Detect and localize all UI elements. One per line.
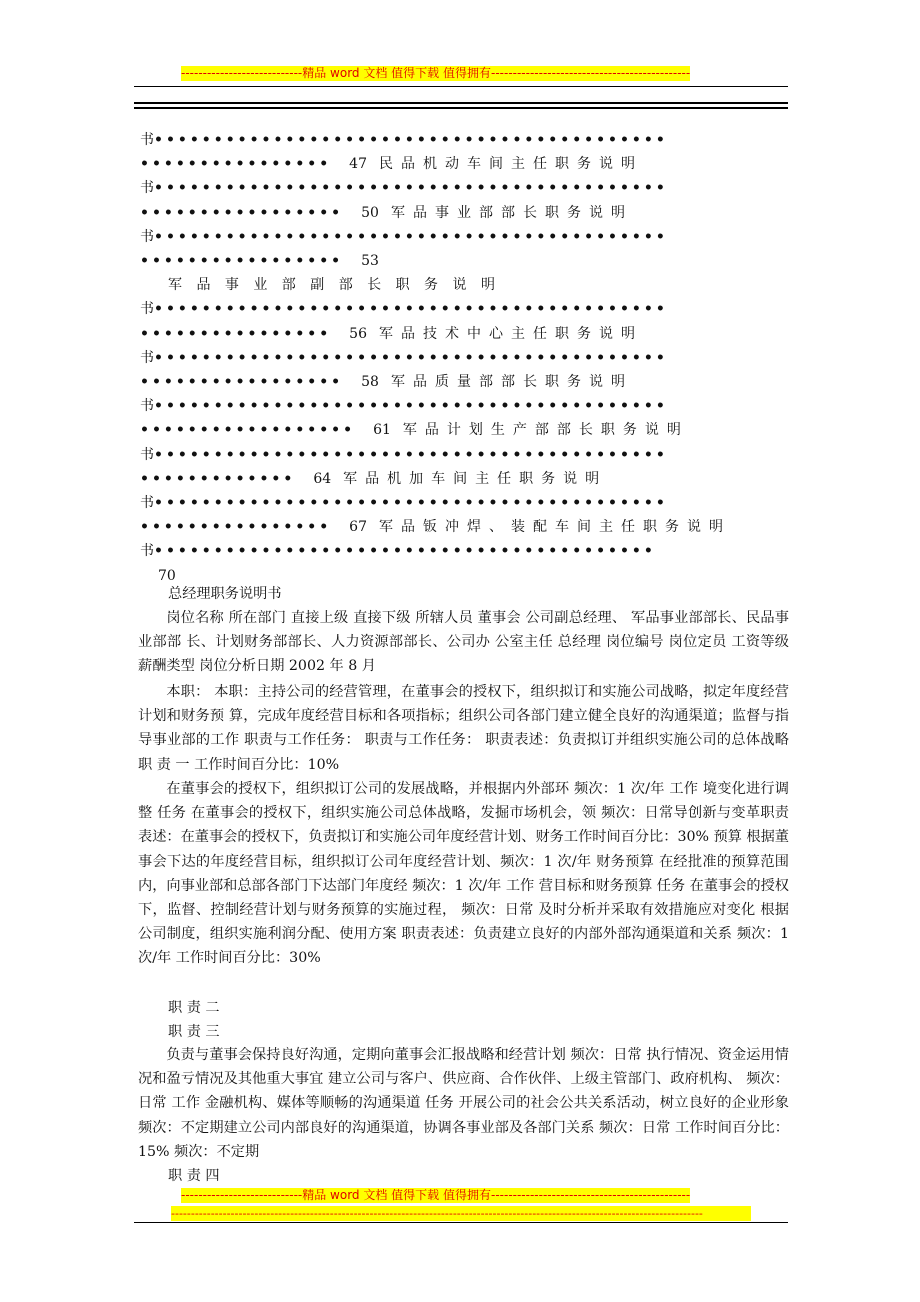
toc-row — [140, 273, 786, 297]
footer-banner-dashes: -------------------------------------------------------------------------------------------------------------------------------------- — [171, 1206, 751, 1221]
toc-row — [140, 394, 786, 418]
toc-page-number: 47 — [349, 156, 367, 173]
header-banner: ----------------------------精品 word 文档 值得下载 值得拥有---------------------------------------------- — [181, 66, 691, 80]
toc-leader-dots: ••••••••••••••••• — [140, 204, 344, 221]
paragraph-duty-one-tasks: 在董事会的授权下，组织拟订公司的发展战略，并根据内外部环 频次：1 次/年 工作 境变化进行调整 任务 在董事会的授权下，组织实施公司总体战略，发掘市场机会，领 频次：日常导创新与变革职责表述：在董事会的授权下，负责拟订和实施公司年度经营计划、财务工作时间百分比：30% 预算 根据董事会下达的年度经营目标，组织拟订公司年度经营计划、频次：1 次/年 财务预算 在经批准的预算范围内，向事业部和总部各部门下达部门年度经 频次：1 次/年 工作 营目标和财务预算 任务 在董事会的授权下，监督、控制经营计划与财务预算的实施过程， 频次：日常 及时分析并采取有效措施应对变化 根据公司制度，组织实施利润分配、使用方案 职责表述：负责建立良好的内部外部沟通渠道和关系 频次：1 次/年 工作时间百分比：30% — [138, 781, 789, 967]
toc-row — [140, 322, 786, 346]
toc-page-number: 64 — [313, 470, 332, 487]
paragraph-main-duty: 本职： 本职：主持公司的经营管理，在董事会的授权下，组织拟订和实施公司战略，拟定年度经营计划和财务预 算，完成年度经营目标和各项指标；组织公司各部门建立健全良好的沟通渠道；监督与指导事业部的工作 职责与工作任务： 职责与工作任务： 职责表述：负责拟订并组织实施公司的总体战略 职 责 一 工作时间百分比：10% — [138, 684, 789, 773]
toc-row — [140, 128, 786, 152]
toc-row — [140, 225, 786, 249]
toc-row — [140, 418, 786, 442]
toc-row — [140, 152, 786, 176]
toc-leader-dots: •••••••••••••••• — [140, 519, 332, 536]
toc-entry-title: 军品计划生产部部长职务说明 — [402, 422, 689, 439]
toc-entry-title: 军品技术中心主任职务说明 — [379, 325, 643, 342]
header-rule-thick-2 — [134, 107, 788, 109]
toc-row-prefix: 书 — [140, 495, 154, 511]
toc-leader-dots: •••••••••••••••• — [140, 325, 332, 342]
toc-leader-dots: ••••••••••••••••••••••••••••••••••••••••••• — [154, 180, 668, 197]
toc-entry-title: 军 品 事 业 部 副 部 长 职 务 说 明 — [168, 277, 495, 294]
toc-row — [140, 515, 786, 539]
paragraph-post-info: 岗位名称 所在部门 直接上级 直接下级 所辖人员 董事会 公司副总经理、 军品事业部部长、民品事业部部 长、计划财务部部长、人力资源部部长、公司办 公室主任 总经理 岗位编号 岗位定员 工资等级 薪酬类型 岗位分析日期 2002 年 8 月 — [138, 610, 789, 675]
toc-page-number: 56 — [349, 325, 367, 342]
footer-banner: ----------------------------精品 word 文档 值得下载 值得拥有---------------------------------------------- — [181, 1188, 691, 1202]
toc-row-prefix: 书 — [140, 180, 154, 197]
toc-row — [140, 443, 786, 467]
toc-leader-dots: ••••••••••••••••••••••••••••••••••••••••••• — [154, 301, 668, 318]
footer-rule — [134, 1222, 788, 1223]
toc-entry-title: 军品质量部部长职务说明 — [390, 374, 633, 390]
toc-row — [140, 201, 786, 225]
toc-page-number: 70 — [158, 567, 176, 584]
toc-entry-title: 军品机加车间主任职务说明 — [343, 470, 608, 487]
toc-leader-dots: ••••••••••••••••••••••••••••••••••••••••••• — [154, 349, 668, 366]
duty-four-label: 职 责 四 — [168, 1168, 220, 1184]
toc-leader-dots: ••••••••••••••••••••••••••••••••••••••••••• — [154, 398, 668, 415]
toc-row-prefix: 书 — [140, 349, 154, 366]
toc-row-prefix: 书 — [140, 398, 154, 415]
toc-page-number: 53 — [361, 253, 379, 269]
toc-entry-title: 军品事业部部长职务说明 — [390, 204, 633, 221]
toc-page-number: 67 — [349, 519, 367, 536]
header-rule-thin — [134, 86, 788, 87]
toc-leader-dots: ••••••••••••••••••••••••••••••••••••••••••• — [154, 446, 668, 463]
toc-leader-dots: ••••••••••••••••••••••••••••••••••••••••••• — [154, 132, 668, 148]
toc-row — [140, 467, 786, 491]
toc-row — [140, 539, 786, 563]
toc-row — [140, 346, 786, 370]
toc-row — [140, 370, 786, 394]
toc-row-prefix: 书 — [140, 543, 154, 560]
toc-row — [140, 176, 786, 200]
toc-leader-dots: ••••••••••••••••••••••••••••••••••••••••••• — [154, 495, 668, 511]
toc-leader-dots: ••••••••••••••••• — [140, 374, 344, 390]
toc-entry-title: 军品钣冲焊、装配车间主任职务说明 — [379, 519, 731, 536]
toc-row-prefix: 书 — [140, 446, 154, 463]
duty-three-label: 职 责 三 — [168, 1024, 220, 1040]
toc-leader-dots: ••••••••••••• — [140, 470, 296, 487]
paragraph-duty-three-tasks: 负责与董事会保持良好沟通，定期向董事会汇报战略和经营计划 频次：日常 执行情况、资金运用情况和盈亏情况及其他重大事宜 建立公司与客户、供应商、合作伙伴、上级主管部门、政府机构、 频次：日常 工作 金融机构、媒体等顺畅的沟通渠道 任务 开展公司的社会公共关系活动，树立良好的企业形象频次：不定期建立公司内部良好的沟通渠道，协调各事业部及各部门关系 频次：日常 工作时间百分比：15% 频次：不定期 — [138, 1047, 789, 1160]
toc-row — [140, 249, 786, 273]
toc-page-number: 50 — [361, 204, 379, 221]
toc-entry-title: 民品机动车间主任职务说明 — [379, 156, 643, 173]
toc-page-number: 61 — [373, 422, 391, 439]
toc-row-prefix: 书 — [140, 301, 154, 318]
toc-leader-dots: •••••••••••••••• — [140, 156, 332, 173]
toc-leader-dots: •••••••••••••••••••••••••••••••••••••••••• — [154, 543, 656, 560]
duty-two-label: 职 责 二 — [168, 1000, 220, 1016]
toc-page-number: 58 — [361, 374, 379, 390]
toc-leader-dots: •••••••••••••••••• — [140, 422, 356, 439]
toc-row-prefix: 书 — [140, 228, 154, 245]
toc-row — [140, 491, 786, 515]
toc-row-prefix: 书 — [140, 132, 154, 148]
document-heading: 总经理职务说明书 — [168, 586, 282, 602]
toc-row — [140, 297, 786, 321]
header-rule-thick-1 — [134, 102, 788, 104]
toc-leader-dots: ••••••••••••••••••••••••••••••••••••••••••• — [154, 228, 668, 245]
toc-leader-dots: ••••••••••••••••• — [140, 253, 344, 269]
